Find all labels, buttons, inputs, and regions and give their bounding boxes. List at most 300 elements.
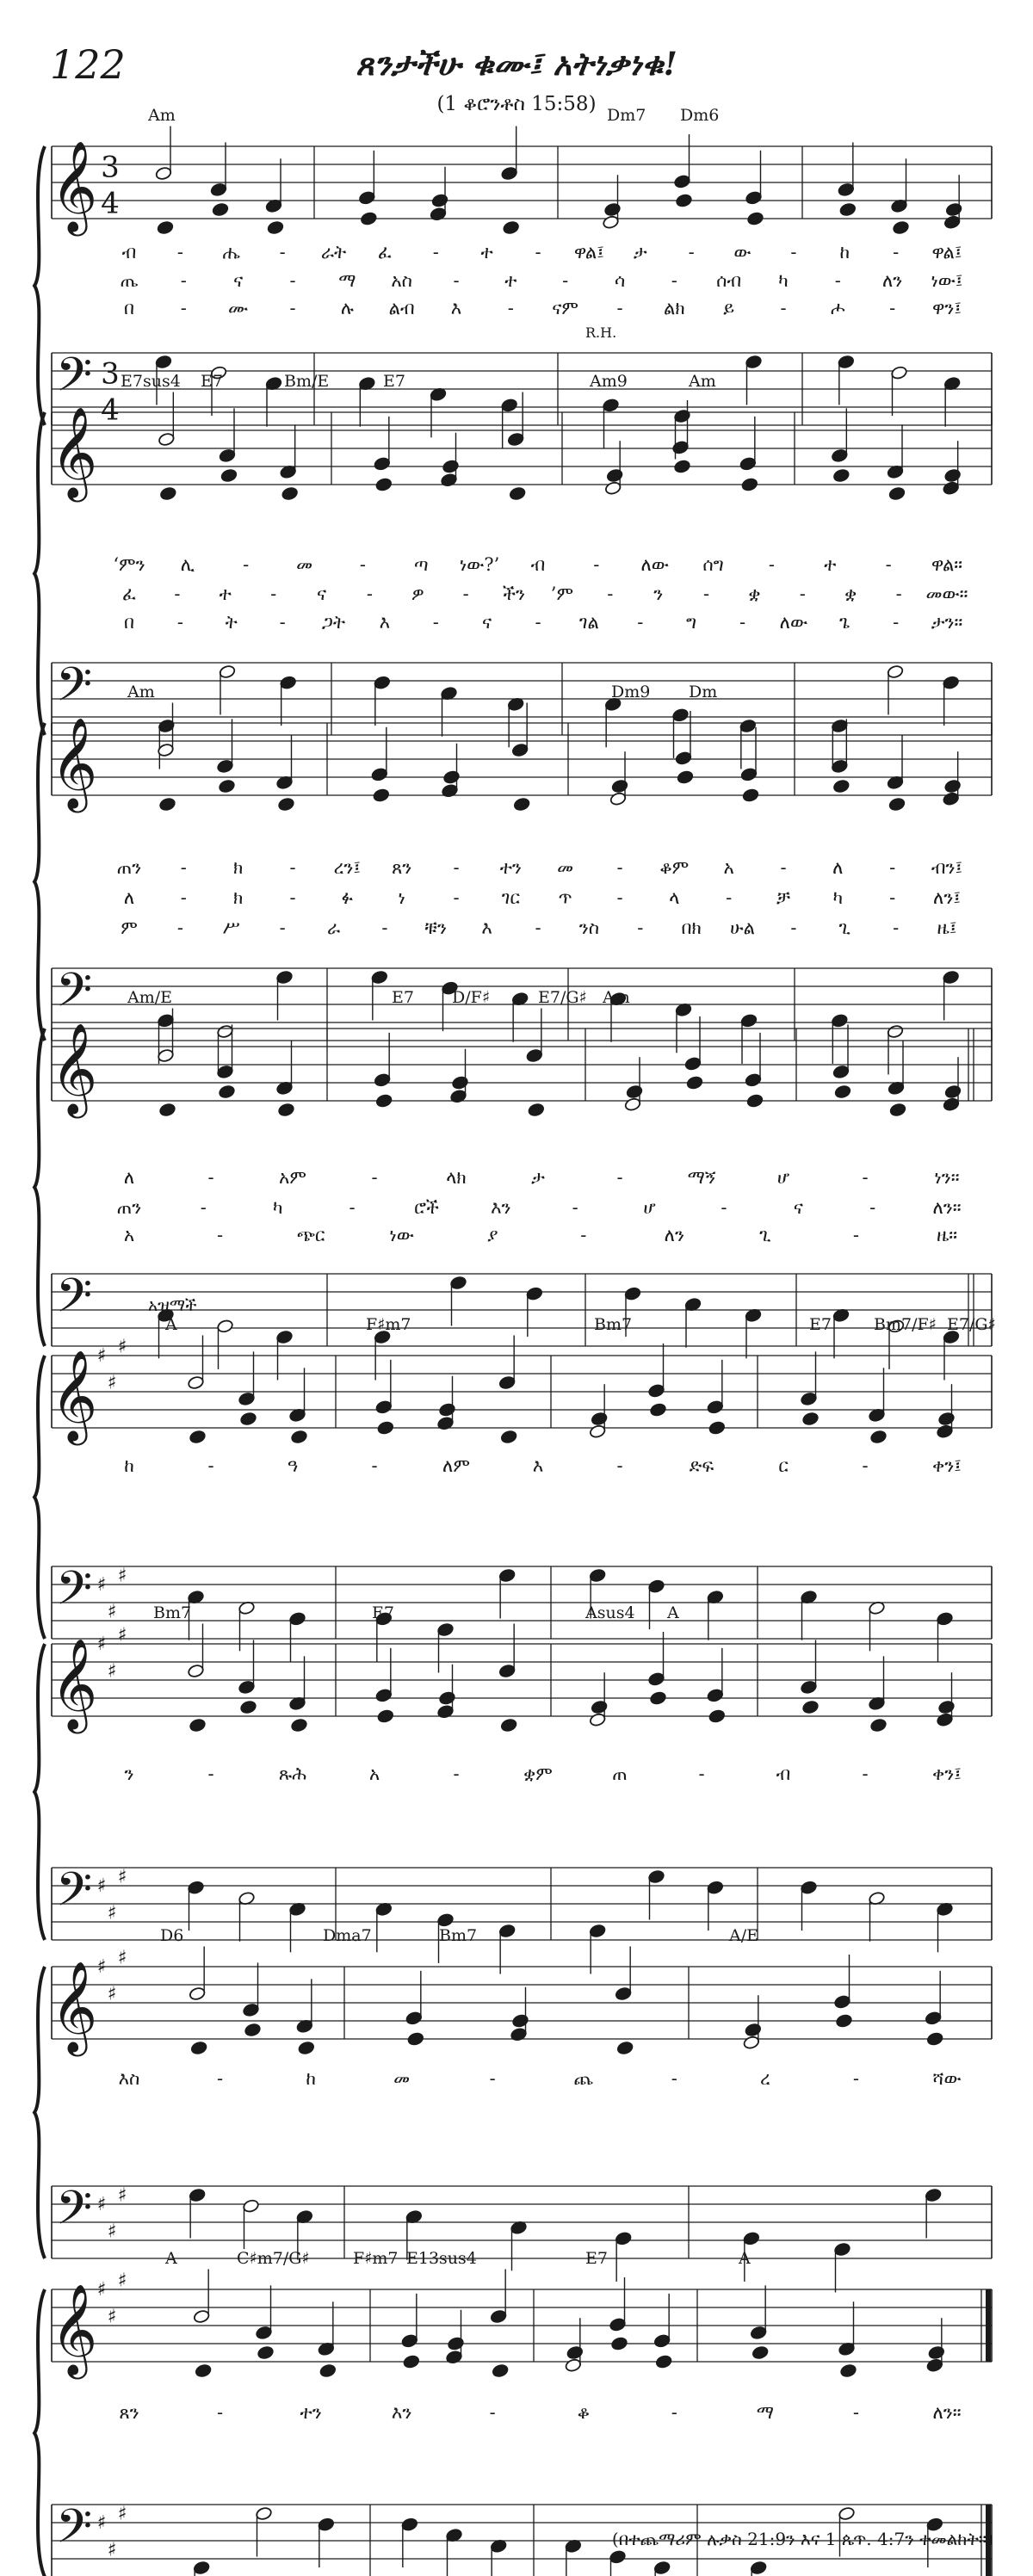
lyric-hyphen: - xyxy=(176,612,183,633)
lyric-hyphen: - xyxy=(217,2402,224,2423)
lyric-syllable: ፈ xyxy=(377,242,392,263)
quarter-note-head xyxy=(926,2031,943,2046)
lyric-syllable: መው። xyxy=(925,584,968,604)
lyric-syllable: እን xyxy=(491,1197,511,1218)
lyric-hyphen: - xyxy=(462,584,469,604)
quarter-note-head xyxy=(288,1611,306,1626)
quarter-note-head xyxy=(675,751,692,765)
lyric-syllable: ታን። xyxy=(931,612,963,633)
hymn-title: ጸንታችሁ ቁሙ፤ አትነቃነቁ! xyxy=(356,45,677,83)
system-brace xyxy=(34,723,45,1041)
quarter-note-head xyxy=(647,1671,665,1686)
chord-symbol: Am/E xyxy=(127,988,173,1007)
quarter-note-head xyxy=(242,2003,259,2017)
quarter-note-head xyxy=(752,2345,769,2360)
lyric-hyphen: - xyxy=(535,917,541,938)
quarter-note-head xyxy=(290,1718,307,1733)
sharp-sign: ♯ xyxy=(107,1983,117,2005)
chord-symbol: D6 xyxy=(160,1926,184,1945)
quarter-note-head xyxy=(405,2011,423,2025)
lyric-hyphen: - xyxy=(616,1455,623,1476)
quarter-note-head xyxy=(436,1912,454,1927)
lyric-hyphen: - xyxy=(507,298,514,318)
lyric-hyphen: - xyxy=(688,242,695,263)
quarter-note-head xyxy=(510,2027,527,2042)
lyric-hyphen: - xyxy=(885,554,892,575)
lyric-hyphen: - xyxy=(862,1167,869,1188)
lyric-syllable: ዋል። xyxy=(931,554,963,575)
lyric-syllable: ቻ xyxy=(776,887,790,908)
bass-clef: 𝄢 xyxy=(55,1862,93,1929)
sharp-sign: ♯ xyxy=(96,2512,107,2534)
lyric-syllable: ተ xyxy=(824,554,837,575)
chord-symbol: A xyxy=(165,1315,177,1334)
lyric-syllable: ቆ xyxy=(577,2402,590,2423)
quarter-note-head xyxy=(436,1416,454,1430)
sharp-sign: ♯ xyxy=(107,1660,117,1683)
quarter-note-head xyxy=(371,970,388,985)
lyric-hyphen: - xyxy=(780,298,787,318)
lyric-syllable: ሻው xyxy=(932,2068,962,2089)
quarter-note-head xyxy=(591,1700,608,1714)
lyric-hyphen: - xyxy=(862,1764,869,1784)
lyric-hyphen: - xyxy=(637,917,644,938)
lyric-syllable: ለን xyxy=(664,1225,684,1245)
half-note-head xyxy=(624,1097,641,1112)
quarter-note-head xyxy=(801,1412,819,1426)
quarter-note-head xyxy=(158,1103,176,1117)
lyric-syllable: ፈ xyxy=(122,584,136,604)
treble-clef: 𝄞 xyxy=(50,1349,98,1442)
quarter-note-head xyxy=(193,2561,210,2575)
lyric-hyphen: - xyxy=(489,2402,496,2423)
lyric-hyphen: - xyxy=(180,270,187,291)
lyric-syllable: ለን xyxy=(882,270,903,291)
quarter-note-head xyxy=(216,1065,233,1079)
lyric-syllable: ንስ xyxy=(578,917,600,938)
quarter-note-head xyxy=(528,1103,545,1117)
lyric-hyphen: - xyxy=(371,1455,378,1476)
lyric-syllable: ሆ xyxy=(776,1167,790,1188)
quarter-note-head xyxy=(936,1424,953,1439)
quarter-note-head xyxy=(800,1881,817,1895)
quarter-note-head xyxy=(675,193,692,207)
quarter-note-head xyxy=(708,1420,726,1435)
lyric-syllable: ካ xyxy=(273,1197,283,1218)
quarter-note-head xyxy=(375,1399,393,1414)
lyric-hyphen: - xyxy=(207,1764,214,1784)
lyric-syllable: መ xyxy=(557,857,574,878)
half-note-head xyxy=(242,2199,259,2214)
lyric-syllable: በክ xyxy=(681,917,702,938)
quarter-note-head xyxy=(892,220,909,235)
lyric-syllable: ብ xyxy=(776,1764,791,1784)
quarter-note-head xyxy=(375,1688,393,1702)
lyric-hyphen: - xyxy=(616,857,623,878)
quarter-note-head xyxy=(831,448,848,463)
time-signature-top: 3 xyxy=(101,356,120,392)
lyric-syllable: ሙ xyxy=(228,298,249,318)
chord-symbol: E7/G♯ xyxy=(538,988,587,1007)
quarter-note-head xyxy=(318,2517,335,2532)
lyric-syllable: ሮች xyxy=(414,1197,439,1218)
quarter-note-head xyxy=(616,2041,634,2055)
bass-clef: 𝄢 xyxy=(55,347,93,414)
quarter-note-head xyxy=(746,1093,764,1108)
lyric-syllable: ሔ xyxy=(222,242,240,263)
lyric-hyphen: - xyxy=(381,917,388,938)
lyric-hyphen: - xyxy=(217,1225,224,1245)
chord-symbol: F♯m7 xyxy=(366,1315,411,1334)
quarter-note-head xyxy=(603,202,621,217)
half-note-head xyxy=(216,1319,233,1333)
quarter-note-head xyxy=(944,1084,962,1099)
system-brace xyxy=(34,1644,45,1940)
lyric-hyphen: - xyxy=(852,2068,859,2089)
quarter-note-head xyxy=(277,1103,294,1117)
quarter-note-head xyxy=(238,1680,255,1695)
quarter-note-head xyxy=(375,477,393,491)
chord-symbol: Am xyxy=(689,372,716,391)
lyric-syllable: ልብ xyxy=(388,298,415,318)
quarter-note-head xyxy=(509,486,526,501)
lyric-syllable: ተ xyxy=(480,242,493,263)
quarter-note-head xyxy=(513,797,530,812)
chord-symbol: Dma7 xyxy=(323,1926,372,1945)
quarter-note-head xyxy=(566,2345,584,2360)
system-2 xyxy=(34,372,992,769)
lyric-hyphen: - xyxy=(726,887,733,908)
quarter-note-head xyxy=(503,220,520,235)
quarter-note-head xyxy=(928,2345,945,2360)
quarter-note-head xyxy=(833,1994,851,2009)
sharp-sign: ♯ xyxy=(117,2270,127,2292)
quarter-note-head xyxy=(159,486,176,501)
half-note-head xyxy=(219,664,236,679)
quarter-note-head xyxy=(943,970,960,985)
half-note-head xyxy=(187,1664,204,1678)
lyric-hyphen: - xyxy=(279,242,286,263)
quarter-note-head xyxy=(745,1072,762,1087)
lyric-hyphen: - xyxy=(371,1167,378,1188)
quarter-note-head xyxy=(832,1065,850,1079)
lyric-hyphen: - xyxy=(453,270,460,291)
system-brace xyxy=(34,1029,45,1346)
quarter-note-head xyxy=(431,193,448,207)
half-note-head xyxy=(216,1024,233,1039)
quarter-note-head xyxy=(157,1013,174,1028)
lyric-syllable: በ xyxy=(123,612,135,633)
quarter-note-head xyxy=(839,2363,857,2378)
quarter-note-head xyxy=(407,2031,424,2046)
lyric-syllable: ዎ xyxy=(411,584,424,604)
system-7 xyxy=(34,1926,992,2293)
quarter-note-head xyxy=(189,2188,206,2202)
lyric-syllable: ረ xyxy=(760,2068,770,2089)
chord-symbol: F♯m7 xyxy=(353,2249,399,2268)
lyric-syllable: ነው?’ xyxy=(459,554,500,575)
quarter-note-head xyxy=(606,468,623,483)
lyric-syllable: ካ xyxy=(832,887,844,908)
lyric-hyphen: - xyxy=(200,1197,207,1218)
lyric-hyphen: - xyxy=(270,584,277,604)
chord-symbol: E7 xyxy=(585,2249,608,2268)
quarter-note-head xyxy=(498,1664,516,1678)
half-note-head xyxy=(189,1986,206,2001)
lyric-syllable: ሆ xyxy=(643,1197,656,1218)
lyric-syllable: ላክ xyxy=(446,1167,467,1188)
lyric-hyphen: - xyxy=(176,242,183,263)
lyric-hyphen: - xyxy=(535,242,541,263)
chord-symbol: Am xyxy=(148,106,176,125)
lyric-syllable: ጭር xyxy=(296,1225,325,1245)
sharp-sign: ♯ xyxy=(96,1345,107,1367)
lyric-syllable: ተ xyxy=(504,270,517,291)
quarter-note-head xyxy=(374,676,391,690)
right-hand-annotation: R.H. xyxy=(585,324,617,341)
lyric-hyphen: - xyxy=(895,584,902,604)
quarter-note-head xyxy=(257,2345,274,2360)
lyric-hyphen: - xyxy=(593,554,600,575)
quarter-note-head xyxy=(647,1869,665,1884)
lyric-hyphen: - xyxy=(453,857,460,878)
lyric-syllable: ጠን xyxy=(116,1197,142,1218)
chord-symbol: Dm xyxy=(689,683,718,701)
quarter-note-head xyxy=(746,211,764,225)
lyric-syllable: መ xyxy=(296,554,313,575)
lyric-syllable: ቀን፤ xyxy=(932,1455,962,1476)
sharp-sign: ♯ xyxy=(96,1634,107,1655)
quarter-note-head xyxy=(937,1700,955,1714)
lyric-hyphen: - xyxy=(790,242,797,263)
lyric-syllable: ን xyxy=(653,584,664,604)
lyric-syllable: ማ xyxy=(756,2402,775,2423)
quarter-note-head xyxy=(401,2517,418,2532)
sharp-sign: ♯ xyxy=(117,1947,127,1969)
lyric-syllable: ነ xyxy=(398,887,405,908)
lyric-hyphen: - xyxy=(432,612,439,633)
lyric-syllable: ም xyxy=(121,917,138,938)
lyric-syllable: ቋ xyxy=(844,584,857,604)
quarter-note-head xyxy=(438,1402,455,1417)
lyric-syllable: ከ xyxy=(839,242,851,263)
quarter-note-head xyxy=(218,779,235,794)
lyric-syllable: ሰብ xyxy=(716,270,742,291)
sharp-sign: ♯ xyxy=(117,1866,127,1888)
quarter-note-head xyxy=(371,767,388,781)
sharp-sign: ♯ xyxy=(117,2503,127,2525)
sharp-sign: ♯ xyxy=(96,1875,107,1897)
lyric-syllable: ለው xyxy=(640,554,669,575)
lyric-hyphen: - xyxy=(671,2402,677,2423)
lyric-syllable: ለ xyxy=(832,857,844,878)
quarter-note-head xyxy=(944,468,962,483)
lyric-hyphen: - xyxy=(572,1197,578,1218)
quarter-note-head xyxy=(498,1568,516,1583)
treble-clef: 𝄞 xyxy=(50,716,98,809)
quarter-note-head xyxy=(189,1430,206,1444)
bass-clef: 𝄢 xyxy=(55,962,93,1029)
lyric-syllable: ለም xyxy=(442,1455,470,1476)
footer-reference: (በተጨማሪም ሉቃስ 21:9ን እና 1 ጴጥ. 4:7ን ተመልከት።) xyxy=(611,2529,993,2549)
time-signature-bottom: 4 xyxy=(101,186,120,221)
lyric-syllable: ት xyxy=(225,612,238,633)
lyric-hyphen: - xyxy=(893,612,900,633)
quarter-note-head xyxy=(360,211,377,225)
lyric-syllable: ጤ xyxy=(120,270,139,291)
quarter-note-head xyxy=(498,1924,516,1938)
quarter-note-head xyxy=(526,1287,543,1301)
lyric-syllable: ክ xyxy=(232,887,244,908)
quarter-note-head xyxy=(671,707,689,722)
lyric-syllable: አስ xyxy=(391,270,412,291)
lyric-hyphen: - xyxy=(721,1197,727,1218)
chord-symbol: Am xyxy=(603,988,630,1007)
lyric-hyphen: - xyxy=(637,612,644,633)
chord-symbol: E7sus4 xyxy=(121,372,181,391)
lyric-syllable: ላ xyxy=(669,887,680,908)
quarter-note-head xyxy=(244,2023,261,2037)
lyric-hyphen: - xyxy=(862,1455,869,1476)
lyric-hyphen: - xyxy=(889,887,896,908)
quarter-note-head xyxy=(684,1056,702,1071)
lyric-hyphen: - xyxy=(893,917,900,938)
lyric-syllable: መ xyxy=(393,2068,411,2089)
lyric-syllable: ብን፤ xyxy=(931,857,963,878)
sharp-sign: ♯ xyxy=(107,2306,117,2328)
lyric-syllable: ሥ xyxy=(222,917,240,938)
half-note-head xyxy=(158,432,175,447)
treble-clef: 𝄞 xyxy=(50,1022,98,1115)
quarter-note-head xyxy=(647,1579,665,1594)
lyric-syllable: ና xyxy=(482,612,492,633)
half-note-head xyxy=(589,1424,606,1439)
quarter-note-head xyxy=(835,2013,852,2028)
lyric-syllable: ዋን፤ xyxy=(931,298,962,318)
system-brace xyxy=(34,1967,45,2258)
lyric-hyphen: - xyxy=(616,887,623,908)
quarter-note-head xyxy=(436,1704,454,1719)
lyric-syllable: ተን xyxy=(499,857,522,878)
system-brace xyxy=(34,146,45,425)
half-note-head xyxy=(157,1048,174,1063)
lyric-hyphen: - xyxy=(289,887,296,908)
bass-clef: 𝄢 xyxy=(55,2499,93,2566)
lyric-syllable: ጨ xyxy=(573,2068,594,2089)
lyric-syllable: ራት xyxy=(320,242,347,263)
quarter-note-head xyxy=(936,1713,953,1727)
quarter-note-head xyxy=(267,220,284,235)
quarter-note-head xyxy=(526,1048,543,1063)
quarter-note-head xyxy=(647,1383,665,1398)
system-6 xyxy=(34,1603,992,1974)
quarter-note-head xyxy=(925,2011,942,2025)
quarter-note-head xyxy=(589,1568,606,1583)
sharp-sign: ♯ xyxy=(117,1565,127,1587)
lyric-hyphen: - xyxy=(893,242,900,263)
half-note-head xyxy=(609,792,627,806)
sharp-sign: ♯ xyxy=(117,1624,127,1646)
lyric-syllable: እ xyxy=(450,298,462,318)
lyric-hyphen: - xyxy=(671,2068,677,2089)
quarter-note-head xyxy=(655,2354,672,2369)
sharp-sign: ♯ xyxy=(107,1601,117,1623)
chord-symbol: E7/G♯ xyxy=(947,1315,996,1334)
lyric-syllable: ነው፤ xyxy=(931,270,963,291)
sharp-sign: ♯ xyxy=(96,1956,107,1978)
chord-symbol: E7 xyxy=(383,372,405,391)
quarter-note-head xyxy=(440,473,457,487)
quarter-note-head xyxy=(220,468,238,483)
quarter-note-head xyxy=(447,2336,464,2351)
quarter-note-head xyxy=(255,2326,272,2340)
lyric-syllable: ጊ xyxy=(759,1225,771,1245)
lyric-syllable: ችን xyxy=(503,584,525,604)
quarter-note-head xyxy=(832,779,850,794)
quarter-note-head xyxy=(187,1881,204,1895)
quarter-note-head xyxy=(611,779,628,794)
quarter-note-head xyxy=(511,2013,529,2028)
quarter-note-head xyxy=(377,1420,394,1435)
lyric-hyphen: - xyxy=(703,584,710,604)
quarter-note-head xyxy=(449,1089,467,1103)
sharp-sign: ♯ xyxy=(107,2221,117,2243)
quarter-note-head xyxy=(740,767,758,781)
quarter-note-head xyxy=(742,788,759,802)
lyric-syllable: ለ xyxy=(123,1167,135,1188)
lyric-hyphen: - xyxy=(359,554,366,575)
lyric-syllable: ዋል፤ xyxy=(573,242,604,263)
quarter-note-head xyxy=(442,769,460,784)
lyric-syllable: ቹን xyxy=(424,917,447,938)
lyric-hyphen: - xyxy=(869,1197,876,1218)
quarter-note-head xyxy=(319,2363,337,2378)
lyric-syllable: ና xyxy=(233,270,244,291)
half-note-head xyxy=(255,2506,272,2521)
lyric-syllable: ዜ። xyxy=(936,1225,958,1245)
quarter-note-head xyxy=(800,1392,817,1406)
quarter-note-head xyxy=(277,797,294,812)
lyric-syllable: ዓ xyxy=(287,1455,299,1476)
lyric-syllable: ለን። xyxy=(932,1197,962,1218)
chord-symbol: A xyxy=(667,1603,679,1622)
chord-symbol: Bm7 xyxy=(594,1315,633,1334)
quarter-note-head xyxy=(281,486,299,501)
half-note-head xyxy=(838,2506,855,2521)
chord-symbol: E7 xyxy=(392,988,414,1007)
quarter-note-head xyxy=(275,970,293,985)
lyric-syllable: ’ም xyxy=(550,584,574,604)
quarter-note-head xyxy=(492,2363,509,2378)
lyric-hyphen: - xyxy=(834,270,841,291)
quarter-note-head xyxy=(290,1430,307,1444)
quarter-note-head xyxy=(449,1276,467,1290)
lyric-syllable: ብ xyxy=(121,242,137,263)
lyric-syllable: ናም xyxy=(552,298,579,318)
lyric-hyphen: - xyxy=(349,1197,356,1218)
chord-symbol: C♯m7/G♯ xyxy=(237,2249,310,2268)
lyric-syllable: ዜ፤ xyxy=(937,917,957,938)
time-signature-top: 3 xyxy=(101,150,120,185)
lyric-hyphen: - xyxy=(889,298,896,318)
treble-clef: 𝄞 xyxy=(50,1637,98,1730)
quarter-note-head xyxy=(686,1075,703,1090)
quarter-note-head xyxy=(507,432,524,447)
lyric-hyphen: - xyxy=(279,612,286,633)
quarter-note-head xyxy=(239,1700,257,1714)
quarter-note-head xyxy=(436,1622,454,1637)
lyric-hyphen: - xyxy=(453,887,460,908)
